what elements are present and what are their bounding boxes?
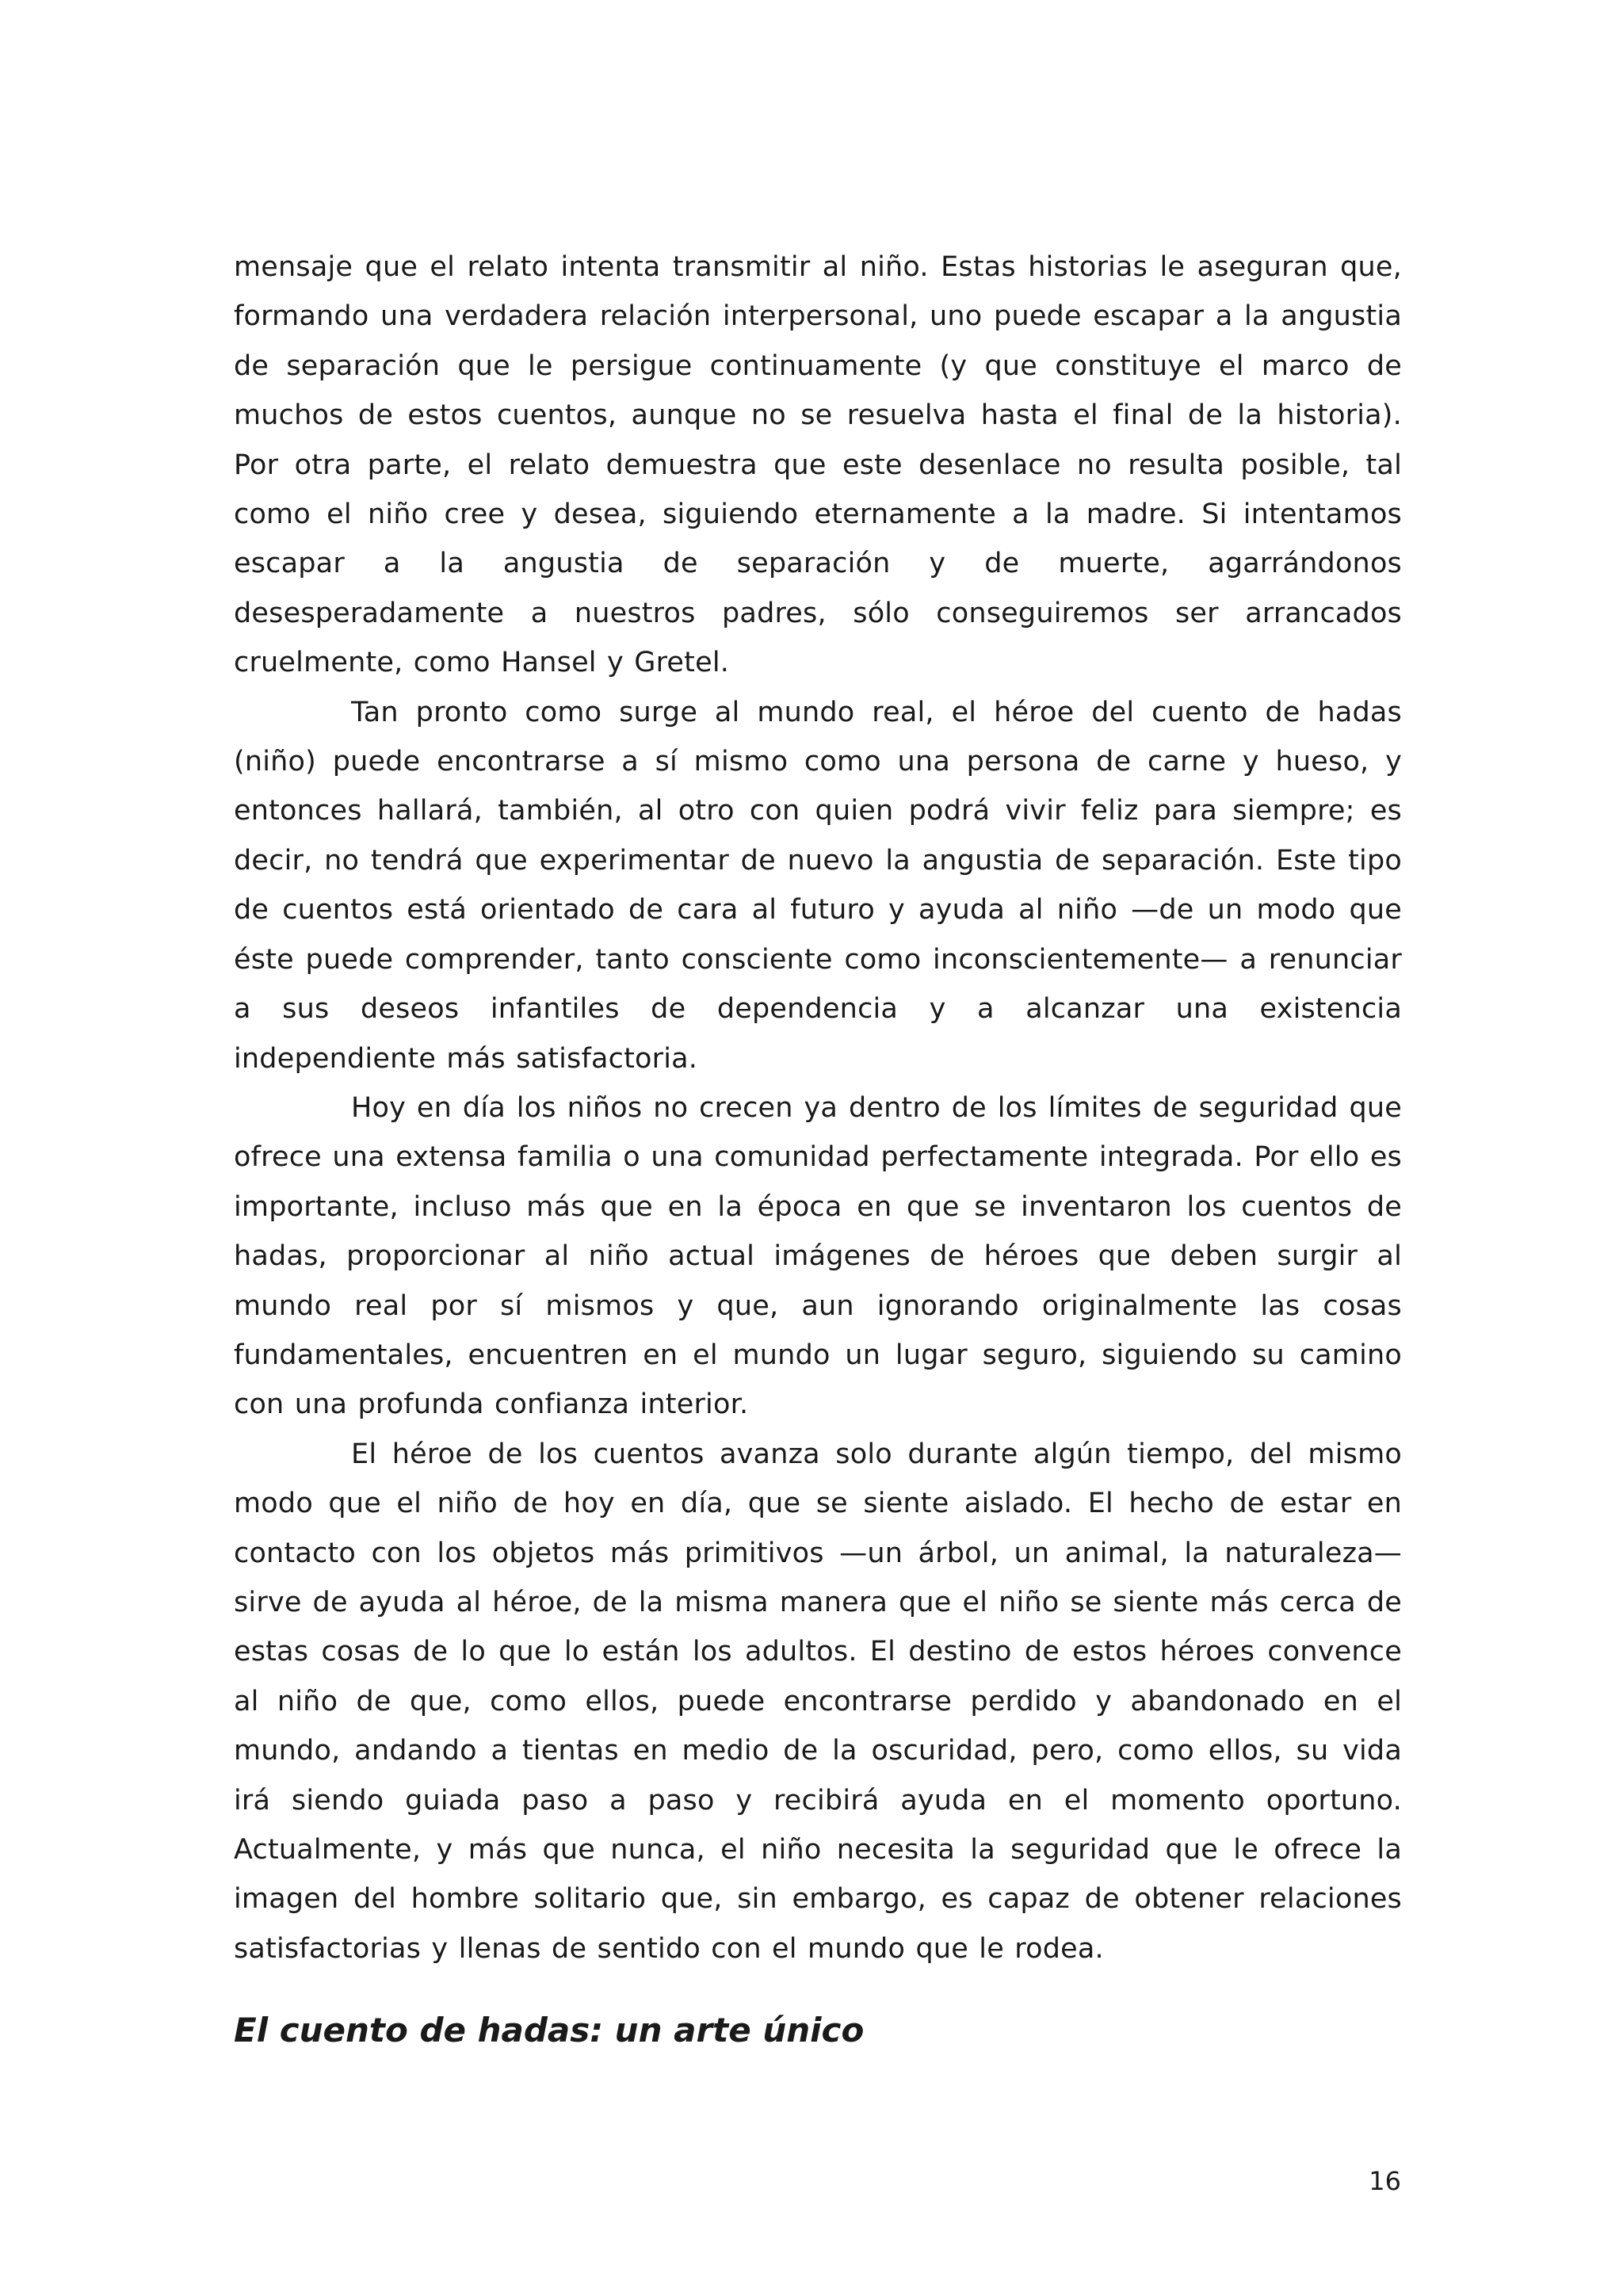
paragraph-2: Tan pronto como surge al mundo real, el héroe del cuento de hadas (niño) puede encontrarse a sí mismo como una persona de carne y hueso, y entonces hallará, también, al otro con quien podrá vivir feliz para siempre; es decir, no tendrá que experimentar de nuevo la angustia de separación. Este tipo de cuentos está orientado de cara al futuro y ayuda al niño —de un modo que éste puede comprender, tanto consciente como inconscientemente— a renunciar a sus deseos infantiles de dependencia y a alcanzar una existencia independiente más satisfactoria. <box>234 696 1402 1075</box>
paragraph-4: El héroe de los cuentos avanza solo durante algún tiempo, del mismo modo que el niño de hoy en día, que se siente aislado. El hecho de estar en contacto con los objetos más primitivos —un árbol, un animal, la naturaleza— sirve de ayuda al héroe, de la misma manera que el niño se siente más cerca de estas cosas de lo que lo están los adultos. El destino de estos héroes convence al niño de que, como ellos, puede encontrarse perdido y abandonado en el mundo, andando a tientas en medio de la oscuridad, pero, como ellos, su vida irá siendo guiada paso a paso y recibirá ayuda en el momento oportuno. Actualmente, y más que nunca, el niño necesita la seguridad que le ofrece la imagen del hombre solitario que, sin embargo, es capaz de obtener relaciones satisfactorias y llenas de sentido con el mundo que le rodea. <box>234 1438 1402 1965</box>
paragraph-1: mensaje que el relato intenta transmitir al niño. Estas historias le aseguran que, formando una verdadera relación interpersonal, uno puede escapar a la angustia de separación que le persigue continuamente (y que constituye el marco de muchos de estos cuentos, aunque no se resuelva hasta el final de la historia). Por otra parte, el relato demuestra que este desenlace no resulta posible, tal como el niño cree y desea, siguiendo eternamente a la madre. Si intentamos escapar a la angustia de separación y de muerte, agarrándonos desesperadamente a nuestros padres, sólo conseguiremos ser arrancados cruelmente, como Hansel y Gretel. <box>234 251 1402 679</box>
body-text <box>234 243 1402 1973</box>
paragraph-3: Hoy en día los niños no crecen ya dentro de los límites de seguridad que ofrece una extensa familia o una comunidad perfectamente integrada. Por ello es importante, incluso más que en la época en que se inventaron los cuentos de hadas, proporcionar al niño actual imágenes de héroes que deben surgir al mundo real por sí mismos y que, aun ignorando originalmente las cosas fundamentales, encuentren en el mundo un lugar seguro, siguiendo su camino con una profunda confianza interior. <box>234 1091 1402 1421</box>
section-heading: El cuento de hadas: un arte único <box>234 2011 865 2050</box>
page-number: 16 <box>1369 2166 1401 2196</box>
